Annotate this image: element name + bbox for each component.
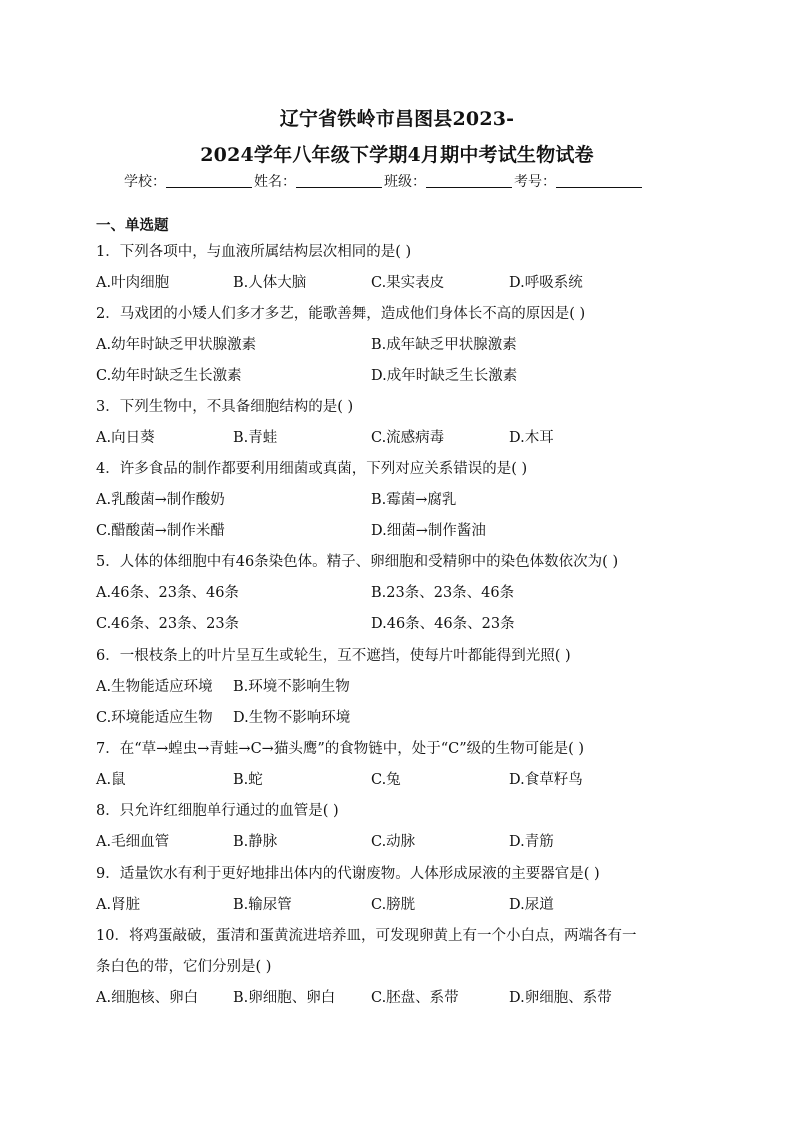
option-b: B.霉菌→腐乳 (371, 492, 457, 508)
option-c: C.流感病毒 (371, 430, 445, 446)
option-b: B.成年缺乏甲状腺激素 (371, 337, 517, 353)
option-b: B.卵细胞、卵白 (233, 990, 336, 1006)
option-a: A.毛细血管 (96, 834, 170, 850)
option-b: B.蛇 (233, 772, 263, 788)
option-c: C.膀胱 (371, 897, 416, 913)
option-d: D.青筋 (509, 834, 554, 850)
question-stem: 9．适量饮水有利于更好地排出体内的代谢废物。人体形成尿液的主要器官是( ) (96, 866, 600, 882)
option-c: C.幼年时缺乏生长激素 (96, 368, 242, 384)
question-stem-continuation: 条白色的带，它们分别是( ) (96, 959, 272, 975)
option-a: A.向日葵 (96, 430, 155, 446)
question-stem: 3．下列生物中，不具备细胞结构的是( ) (96, 399, 354, 415)
option-b: B.青蛙 (233, 430, 278, 446)
option-a: A.幼年时缺乏甲状腺激素 (96, 337, 257, 353)
name-blank[interactable] (296, 173, 382, 188)
exam-title-line1: 辽宁省铁岭市昌图县2023- (279, 108, 515, 130)
option-d: D.呼吸系统 (509, 275, 583, 291)
school-blank[interactable] (166, 173, 252, 188)
exam-title-line2: 2024学年八年级下学期4月期中考试生物试卷 (200, 144, 594, 166)
exam-number-blank[interactable] (556, 173, 642, 188)
question-stem: 10．将鸡蛋敲破，蛋清和蛋黄流进培养皿，可发现卵黄上有一个小白点，两端各有一 (96, 928, 637, 944)
option-a: A.乳酸菌→制作酸奶 (96, 492, 225, 508)
option-b: B.23条、23条、46条 (371, 585, 515, 601)
option-c: C.果实表皮 (371, 275, 445, 291)
option-a: A.细胞核、卵白 (96, 990, 199, 1006)
question-stem: 4．许多食品的制作都要利用细菌或真菌，下列对应关系错误的是( ) (96, 461, 528, 477)
option-c: C.动脉 (371, 834, 416, 850)
question-stem: 1．下列各项中，与血液所属结构层次相同的是( ) (96, 244, 412, 260)
option-d: D.46条、46条、23条 (371, 616, 515, 632)
section-title: 一、单选题 (96, 218, 169, 234)
option-a: A.生物能适应环境 (96, 679, 213, 695)
question-stem: 7．在“草→蝗虫→青蛙→C→猫头鹰”的食物链中，处于“C”级的生物可能是( ) (96, 741, 585, 757)
option-a: A.46条、23条、46条 (96, 585, 239, 601)
option-a: A.鼠 (96, 772, 126, 788)
option-d: D.尿道 (509, 897, 554, 913)
exam-number-label: 考号： (514, 174, 556, 190)
class-label: 班级： (384, 174, 426, 190)
option-d: D.成年时缺乏生长激素 (371, 368, 518, 384)
question-stem: 5．人体的体细胞中有46条染色体。精子、卵细胞和受精卵中的染色体数依次为( ) (96, 554, 619, 570)
option-b: B.静脉 (233, 834, 278, 850)
option-b: B.人体大脑 (233, 275, 307, 291)
option-c: C.醋酸菌→制作米醋 (96, 523, 225, 539)
option-d: D.细菌→制作酱油 (371, 523, 486, 539)
option-c: C.胚盘、系带 (371, 990, 459, 1006)
option-c: C.46条、23条、23条 (96, 616, 240, 632)
option-a: A.叶肉细胞 (96, 275, 170, 291)
option-d: D.食草籽鸟 (509, 772, 583, 788)
option-a: A.肾脏 (96, 897, 141, 913)
option-c: C.环境能适应生物 (96, 710, 213, 726)
option-d: D.生物不影响环境 (233, 710, 351, 726)
school-label: 学校： (124, 174, 166, 190)
option-c: C.兔 (371, 772, 401, 788)
question-stem: 8．只允许红细胞单行通过的血管是( ) (96, 803, 339, 819)
option-d: D.木耳 (509, 430, 554, 446)
student-info-row (124, 171, 684, 191)
question-stem: 2．马戏团的小矮人们多才多艺，能歌善舞，造成他们身体长不高的原因是( ) (96, 306, 586, 322)
option-b: B.输尿管 (233, 897, 292, 913)
question-stem: 6．一根枝条上的叶片呈互生或轮生，互不遮挡，使每片叶都能得到光照( ) (96, 648, 571, 664)
name-label: 姓名： (254, 174, 296, 190)
option-d: D.卵细胞、系带 (509, 990, 612, 1006)
option-b: B.环境不影响生物 (233, 679, 350, 695)
class-blank[interactable] (426, 173, 512, 188)
